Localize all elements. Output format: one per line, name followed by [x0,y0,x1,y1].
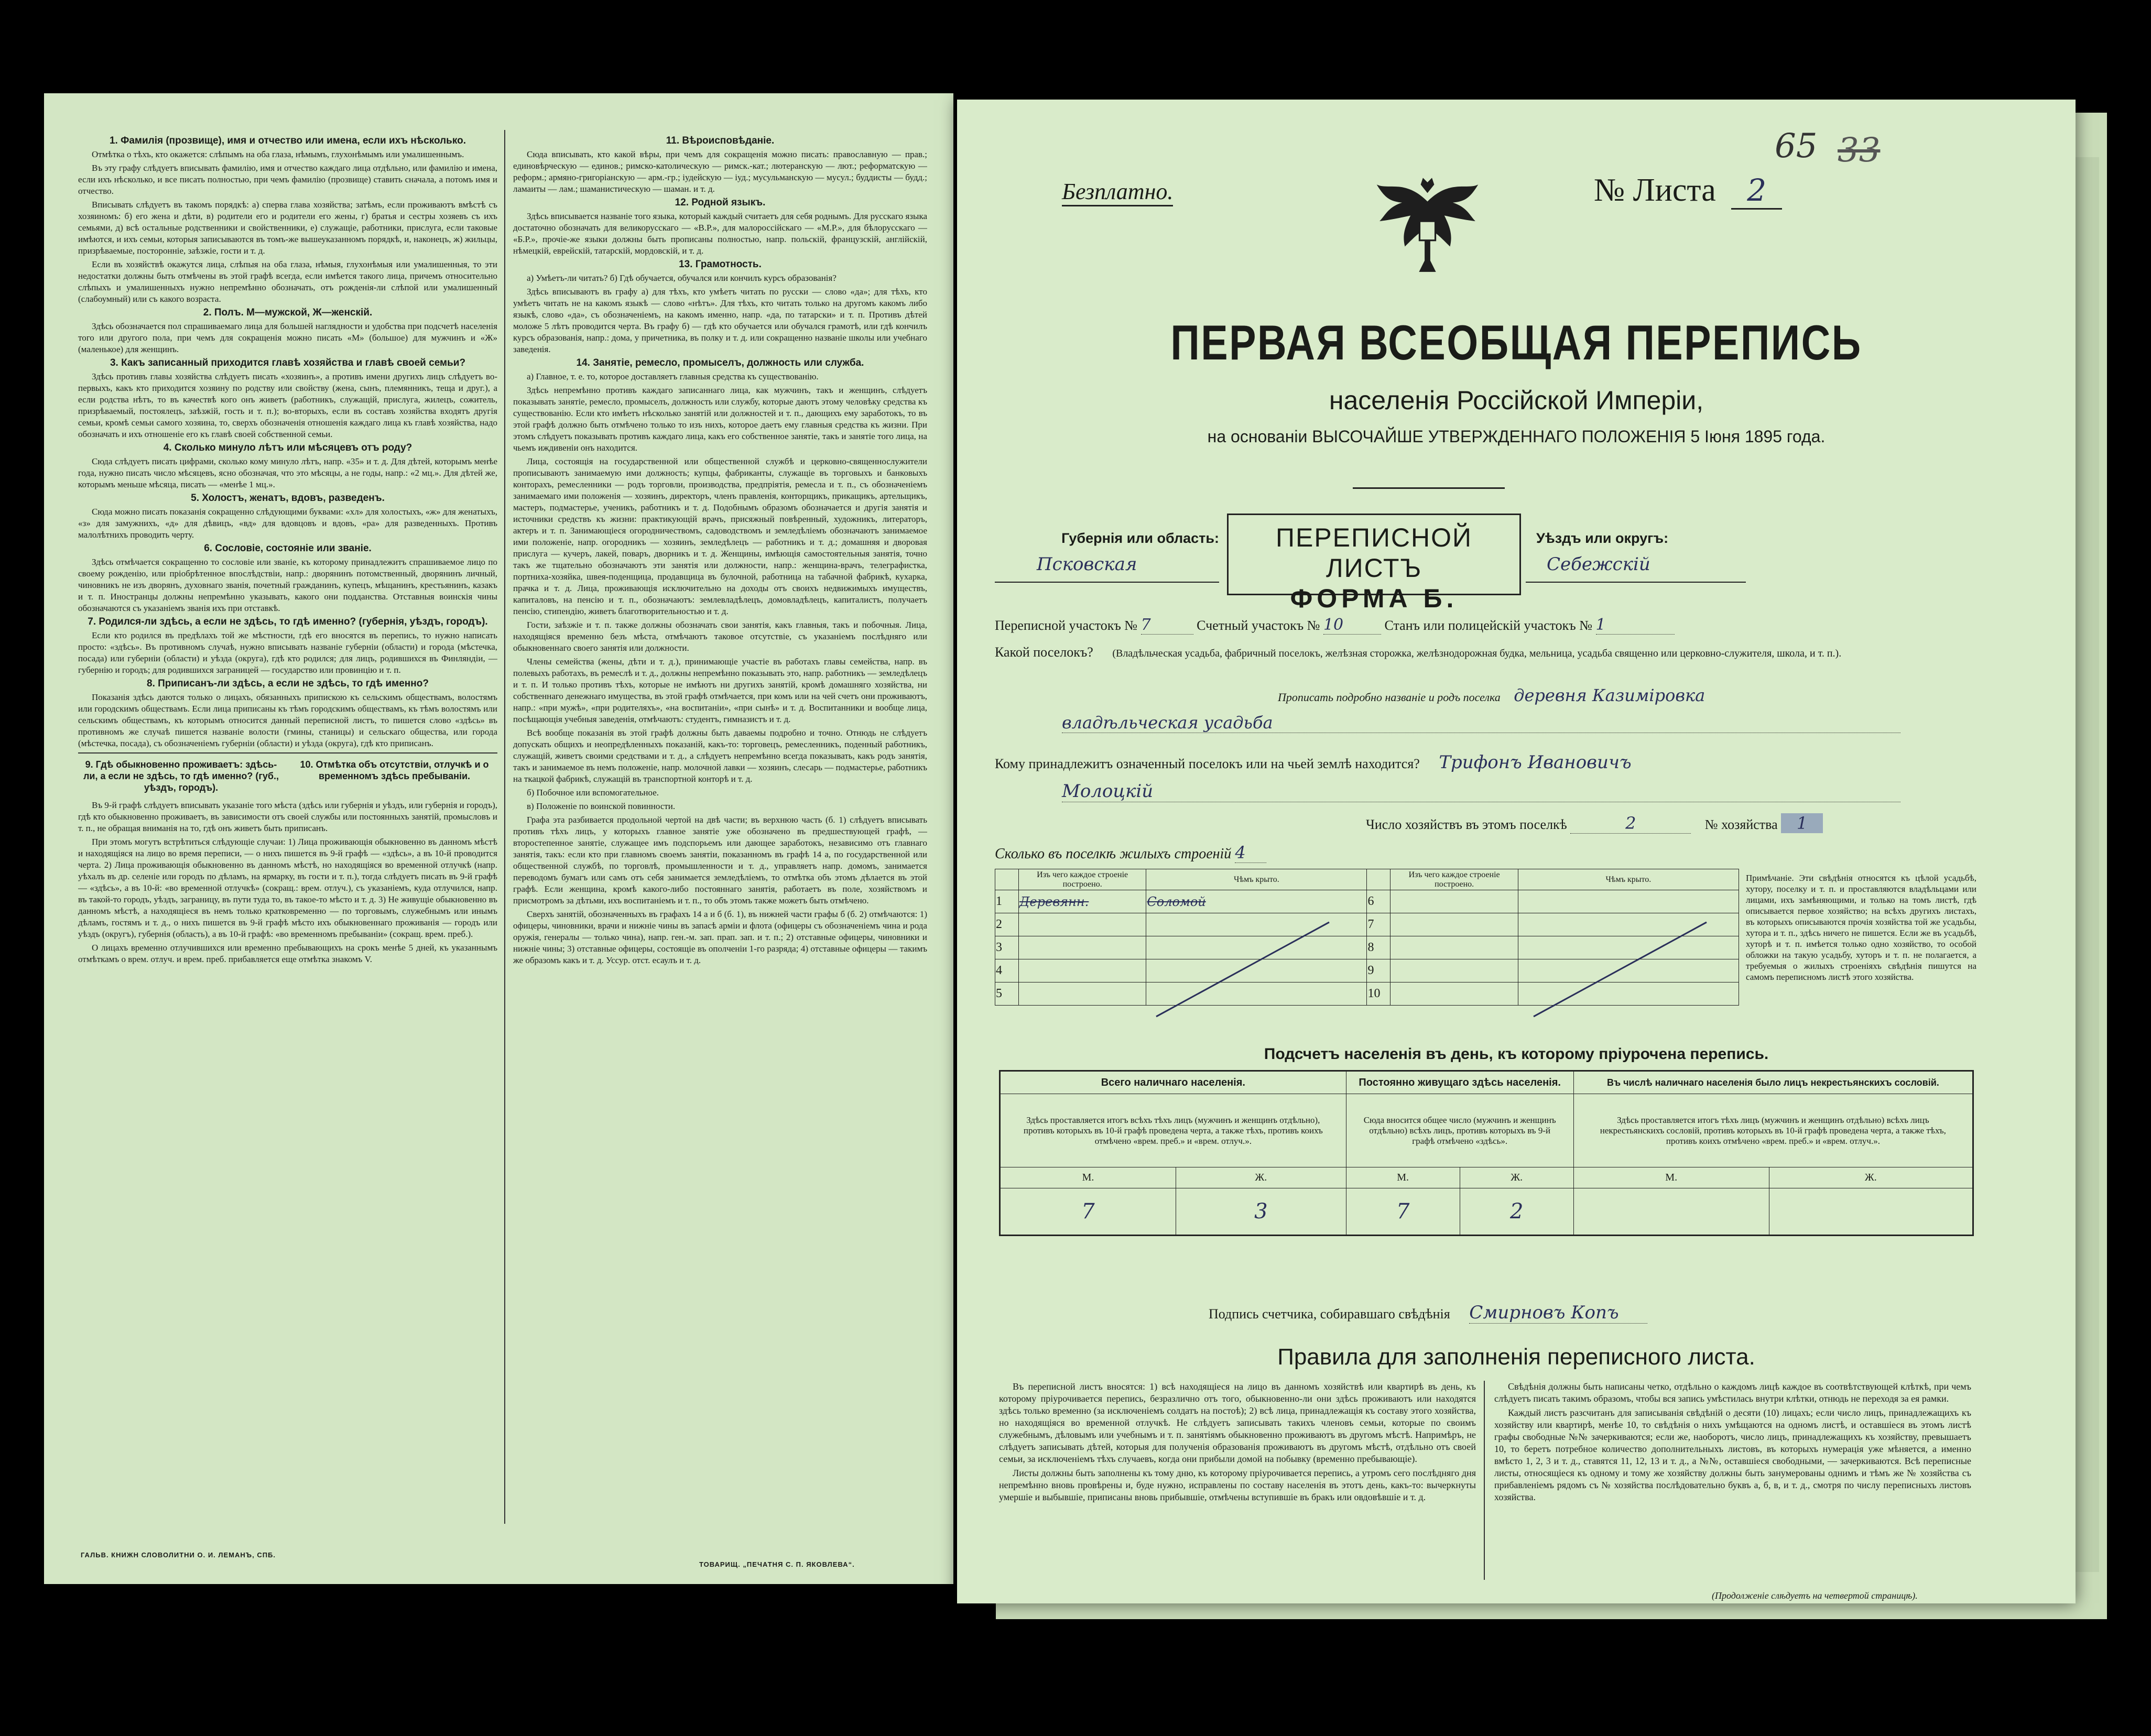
form-title: ПЕРЕПИСНОЙ ЛИСТЪ [1276,523,1472,583]
instruction-paragraph: Показанія здѣсь даются только о лицахъ, обязанныхъ припискою къ сельскимъ обществамъ, волостямъ или городскимъ обществамъ. Если лица приписаны къ тѣмъ городскимъ обществамъ, къ тѣмъ волостямъ или сельскимъ обществамъ, къ которымъ относится данный переписной листъ, то пишется слово «здѣсь» въ противномъ же случаѣ пишется названіе волости (гмины, станицы) и сельскаго общества, или города (мѣстечка, посада), съ обозначеніемъ губерніи (области) и уѣзда (округа), гдѣ кто приписанъ. [78,692,497,748]
left-page [44,93,953,1584]
buildings-row: Сколько въ поселкѣ жилыхъ строеній 4 [995,843,1266,863]
page-subtitle-2: на основаніи ВЫСОЧАЙШЕ УТВЕРЖДЕННАГО ПОЛОЖЕНІЯ 5 Іюня 1895 года. [1207,427,1826,446]
count-value [1769,1188,1973,1236]
instruction-paragraph: Графа эта разбивается продольной чертой на двѣ части; въ верхнюю часть (б. 1) слѣдуетъ вписывать противъ тѣхъ лицъ, у которыхъ главное занятіе уже обозначено въ предшествующей графѣ, — второстепенное занятіе, служащее имъ подспорьемъ или дающее заработокъ, независимо отъ главнаго занятія, такъ: если кто при главномъ своемъ занятіи, показанномъ въ графѣ 14 а, по государственной или общественной службѣ, по торговлѣ, промышленности и т. д., управляетъ напр. домомъ, занимается переводомъ бумагъ или самъ отъ себя занимается земледѣліемъ, то отмѣтка объ этомъ дѣлается въ этой графѣ. Если женщина, кромѣ какого-либо постояннаго занятія, работаетъ въ поле, хозяйствомъ и присмотромъ за дѣтьми, ихъ воспитаніемъ и т. п., то объ этомъ также можетъ быть отмѣчено. [513,815,927,905]
section-heading: 8. Приписанъ-ли здѣсь, а если не здѣсь, то гдѣ именно? [147,678,429,689]
section-heading: 14. Занятіе, ремесло, промыселъ, должность или служба. [576,357,864,368]
row-number: 1 [995,890,1019,913]
total-population-desc: Здѣсь проставляется итогъ всѣхъ тѣхъ лицъ (мужчинъ и женщинъ отдѣльно), противъ которыхъ въ 10-й графѣ проведена черта, а также тѣхъ, противъ коихъ отмѣчено «врем. преб.» и «врем. отлуч.». [1000,1094,1346,1167]
form-title-box [1227,514,1521,613]
free-label: Безплатно. [1062,178,1173,206]
uezd-block [1526,519,1746,583]
total-population-header: Всего наличнаго населенія. [1000,1071,1346,1094]
male-label: М. [1573,1167,1769,1188]
section-heading: 2. Полъ. М—мужской, Ж—женскій. [203,307,373,318]
instruction-paragraph: Сверхъ занятій, обозначенныхъ въ графахъ 14 а и б (б. 1), въ нижней части графы б (б. 2) отмѣчаются: 1) офицеры, чиновники, врачи и нижніе чины въ запасѣ арміи и флота (офицеры съ обозначеніемъ чина и рода оружія, генералы — только чина), напр. ген.-м. зап. прап. зап. и т. п.; 2) отставные офицеры, чиновники и нижніе чины; 3) отставные офицеры, состоящіе въ ополченіи 1-го разряда; 4) отставные офицеры — такимъ же образомъ какъ и т. д. Уссур. отст. есаулъ и т. д. [513,909,927,965]
instruction-paragraph: Если кто родился въ предѣлахъ той же мѣстности, гдѣ его вносятся въ перепись, то нужно написать просто: «здѣсь». Въ противномъ случаѣ, нужно вписывать названіе губерніи (области) и города (мѣстечка, посада) или губерніи (области) и уѣзда (округа), гдѣ кто родился; для лицъ, родившихся въ Финляндіи, — губернію и городъ; для родившихся заграницей — государство или провинцію и т. п. [78,630,497,675]
instruction-paragraph: Всѣ вообще показанія въ этой графѣ должны быть даваемы подробно и точно. Отнюдь не слѣдуетъ допускать общихъ и неопредѣленныхъ показаній, какъ-то: торговецъ, ремесленникъ, поденный работникъ, служащій, живетъ своими средствами и т. д., а слѣдуетъ непремѣнно всегда показывать, какъ родъ занятія, такъ и занимаемое въ немъ положеніе, напр. молочной лавки — хозяинъ, слесарь — подмастерье, работникъ на ткацкой фабрикѣ, служащій въ транспортной конторѣ и т. д. [513,728,927,784]
instruction-paragraph: Здѣсь вписывается названіе того языка, который каждый считаетъ для себя роднымъ. Для русскаго языка достаточно обозначать для великорусскаго — «В.Р.», для малороссійскаго — «М.Р.», для бѣлорусскаго — «Б.Р.», прочіе-же языки должны быть прописаны полностью, напр. польскій, французскій, англійскій, нѣмецкій, еврейскій, татарскій, мордовскій, и т. д. [513,211,927,256]
count-district-value: 10 [1323,616,1381,635]
signature-value: Смирновъ Копъ [1469,1302,1647,1324]
settlement-value: деревня Казиміровка [1514,685,1705,705]
continued-note: (Продолженіе слѣдуетъ на четвертой страницѣ). [1712,1590,1918,1601]
instruction-paragraph: Здѣсь противъ главы хозяйства слѣдуетъ писать «хозяинъ», а противъ имени другихъ лицъ слѣдуетъ во-первыхъ, какъ кто приходится хозяину по родству или свойству (жена, сынъ, племянникъ, теща и друг.), а если родства нѣтъ, то въ качествѣ кого онъ живетъ (работникъ, служащій, прислуга, жилецъ, сожитель, призрѣваемый, постоялецъ, заѣзжій, гость и т. п.); во-вторыхъ, если въ составъ хозяйства входятъ другія семьи, кромѣ семьи самого хозяина, то, сверхъ обозначенія отношенія каждаго лица къ главѣ хозяйства, надо обозначать и ихъ отношеніе его къ главѣ своей собственной семьи. [78,372,497,439]
instruction-paragraph: Гости, заѣзжіе и т. п. также должны обозначать свои занятія, какъ главныя, такъ и побочныя. Лица, находящіяся временно безъ мѣста, отмѣчаютъ таковое отсутствіе, съ указаніемъ послѣдняго или обыкновеннаго своего занятія или должности. [513,620,927,653]
rule-paragraph: Въ переписной листъ вносятся: 1) всѣ находящіеся на лицо въ данномъ хозяйствѣ или квартирѣ въ день, къ которому пріурочивается перепись, безразлично отъ того, обыкновенно-ли они здѣсь проживаютъ или находятся здѣсь только временно (за исключеніемъ солдатъ на постоѣ); 2) всѣ лица, принадлежащія къ составу этого хозяйства, но находящіяся во временной отлучкѣ. Не слѣдуетъ записывать такихъ членовъ семьи, которые по своимъ служебнымъ, дѣловымъ или учебнымъ и т. п. занятіямъ обыкновенно проживаютъ въ другомъ мѣстѣ. Напримѣръ, не слѣдуетъ записывать дѣтей, которыя для полученія образованія проживаютъ въ другомъ мѣстѣ, отдѣльно отъ своей семьи, за исключеніемъ тѣхъ случаевъ, когда они прибыли домой на побывку (временно пребывающіе). [999,1381,1476,1464]
female-label: Ж. [1769,1167,1973,1188]
section-heading: 1. Фамилія (прозвище), имя и отчество или имена, если ихъ нѣсколько. [109,135,466,146]
section-heading: 12. Родной языкъ. [675,197,766,208]
instruction-paragraph: Сюда можно писать показанія сокращенно слѣдующими буквами: «хл» для холостыхъ, «ж» для женатыхъ, «з» для замужнихъ, «д» для дѣвицъ, «вд» для вдовцовъ и вдовъ, «ра» для разведенныхъ. Противъ малолѣтнихъ проводить черту. [78,507,497,540]
buildings-note: Примѣчаніе. Эти свѣдѣнія относятся къ цѣлой усадьбѣ, хутору, поселку и т. п. и проставляются владѣльцами или лицами, ихъ замѣняющими, и только на томъ листѣ, гдѣ описывается первое хозяйство; на всѣхъ другихъ листахъ, въ которыхъ описываются прочія хозяйства той же усадьбы, хутора и т. п., здѣсь ничего не пишется. Если же въ усадьбѣ, хуторѣ и т. п. имѣется только одно хозяйство, то особой обложки на такую усадьбу, хуторъ и т. п. не полагается, а требуемыя о жилыхъ строеніяхъ свѣдѣнія пишутся на самомъ переписномъ листѣ этого хозяйства. [1746,873,1976,982]
buildings-value: 4 [1235,843,1266,863]
population-count-table [999,1070,1974,1236]
row-number: 7 [1367,913,1390,936]
instruction-paragraph: Здѣсь вписываютъ въ графу а) для тѣхъ, кто умѣетъ читать по русски — слово «да»; для тѣхъ, кто умѣетъ читать не на какомъ языкѣ — слово «нѣтъ». Для тѣхъ, кто читать только на другомъ какомъ либо языкѣ, слово «да», съ обозначеніемъ, на какомъ именно, напр. «да, по татарски» и т. п. Противъ дѣтей моложе 5 лѣтъ проводится черта. Въ графу б) — гдѣ кто обучается или обучался грамотѣ, или гдѣ кончилъ курсъ образованія, напр.: дома, у причетника, въ полку и т. д. или сокращенно названіе школы или учебнаго заведенія. [513,287,927,354]
section-heading: 3. Какъ записанный приходится главѣ хозяйства и главѣ своей семьи? [110,357,466,368]
gubernia-label: Губернія или область: [1061,530,1219,546]
uezd-label: Уѣздъ или округъ: [1536,530,1669,546]
owner-row: Кому принадлежитъ означенный поселокъ или на чьей землѣ находится? Трифонъ Ивановичъ [995,752,1632,773]
rules-right-column [1494,1381,1971,1590]
section-heading: 7. Родился-ли здѣсь, а если не здѣсь, то гдѣ именно? (губернія, уѣздъ, городъ). [88,616,488,627]
instructions-column-2 [513,135,927,1540]
archive-number: 65 [1775,127,1818,166]
building-roof-value: Соломой [1146,890,1367,913]
gubernia-value: Псковская [1037,554,1137,575]
uezd-value: Себежскій [1547,554,1650,575]
rules-left-column [999,1381,1476,1590]
row-number: 8 [1367,936,1390,959]
instruction-paragraph: Въ 9-й графѣ слѣдуетъ вписывать указаніе того мѣста (здѣсь или губернія и уѣздъ, или губернія и городъ), гдѣ кто обыкновенно проживаетъ, въ зависимости отъ своей службы или постоянныхъ занятій, промысловъ и т. п., не обращая вниманія на то, гдѣ онъ живетъ быть приписанъ. [78,800,497,833]
right-page [957,100,2076,1603]
instruction-paragraph: Если въ хозяйствѣ окажутся лица, слѣпыя на оба глаза, нѣмыя, глухонѣмыя или умалишенныя, то эти недостатки должны быть отмѣчены въ этой графѣ всегда, если имѣется такого лица, причемъ относительно слѣпыхъ и умалишенныхъ нужно непремѣнно обозначать, отъ рожденія-ли слѣпой или умалишенный (слабоумный) или съ какого возраста. [78,259,497,304]
settlement-prompt: Прописать подробно названіе и родъ поселка [1278,691,1501,704]
rules-divider [1484,1381,1485,1580]
building-material-value: Деревянн. [1018,890,1146,913]
signature-row: Подпись счетчика, собиравшаго свѣдѣнія Смирновъ Копъ [1209,1302,1647,1324]
material-header-2: Изъ чего каждое строеніе построено. [1390,869,1518,890]
row-number: 5 [995,982,1019,1006]
instruction-paragraph: При этомъ могутъ встрѣтиться слѣдующіе случаи: 1) Лица проживающія обыкновенно въ данномъ мѣстѣ и находящіяся на лицо во время переписи, — о нихъ пишется въ 9-й графѣ — «здѣсь», а въ 10-й проводится черта. 2) Лица проживающія обыкновенно въ данномъ мѣстѣ, но находящіяся во временной отлучкѣ (напр. уѣхалъ въ др. селеніе или городъ по дѣламъ, на ярмарку, въ гости и т. п.), тогда слѣдуетъ писать въ 9-й графѣ — «здѣсь», а въ 10-й: «во временной отлучкѣ» (сокращ.: врем. отлуч.), съ указаніемъ, куда отлучился, напр. въ такой-то городъ, уѣздъ, заграницу, въ пути туда то, въ такое-то мѣсто и т. д. 3) Не живущіе обыкновенно въ данномъ мѣстѣ, а находящіеся въ немъ только кратковременно — по торговымъ, служебнымъ или инымъ дѣламъ, гостямъ и т. д., о нихъ пишется въ 9-й графѣ мѣсто ихъ обыкновеннаго проживанія — городъ или уѣздъ (округъ), губернія (область), а въ 10-й графѣ: «во временномъ пребываніи» (сокращ. врем. преб.). [78,837,497,939]
instruction-paragraph: Лица, состоящія на государственной или общественной службѣ и церковно-священнослужители прописываютъ занимаемую ими должность; купцы, фабриканты, служащіе въ торговыхъ и банковыхъ конторахъ, ремесленники — родъ торговли, производства, предпріятія, ремесла и т. п., съ обозначеніемъ занимаемаго ими положенія — хозяинъ, директоръ, членъ правленія, конторщикъ, прикащикъ, артельщикъ, мастеръ, подмастерье, ученикъ, работникъ и т. д. Подобнымъ образомъ обозначается и другія занятія и источники средствъ къ жизни: практикующій врачъ, присяжный повѣренный, художникъ, литераторъ, актеръ и т. п. Занимающіеся огородничествомъ, садоводствомъ и земледѣліемъ обозначаютъ занимаемое ими положеніе, напр. огородникъ — хозяинъ, земледѣлецъ — работникъ и т. д.; домашняя и дворовая прислуга — кучеръ, лакей, поваръ, дворникъ и т. д. Женщины, имѣющія самостоятельныя занятія, точно такъ же тщательно обозначаютъ эти занятія или должности, напр.: женщина-врачъ, телеграфистка, портниха-хозяйка, швея-поденщица, продавщица въ булочной, работница на табачной фабрикѣ, кухарка, прачка и т. д. Лица, проживающія исключительно на доходы отъ своихъ недвижимыхъ имуществъ, капиталовъ, на пенсію и т. п., обозначаютъ: землевладѣлецъ, домовладѣлецъ, капиталистъ, получаетъ пенсію, стипендію, живетъ благотворительностью и т. д. [513,456,927,616]
settlement-type-value: владѣльческая усадьба [1062,713,1900,733]
archive-number-crossed: 33 [1838,131,1881,170]
instruction-paragraph: Здѣсь обозначается пол спрашиваемаго лица для большей наглядности и удобства при подсчетѣ населенія того или другого пола, при чемъ для сокращенія можно писать «М» (большое) для мужчинъ и «Ж» (маленькое) для женщинъ. [78,321,497,354]
owner-surname-value: Молоцкій [1062,781,1900,802]
rule-paragraph: Свѣдѣнія должны быть написаны четко, отдѣльно о каждомъ лицѣ каждое въ соотвѣтствующей клѣткѣ, при чемъ слѣдуетъ писать такимъ образомъ, чтобы вся запись умѣстилась внутри клѣтки, отнюдь не переходя за ея рамки. [1494,1381,1971,1404]
male-label: М. [1000,1167,1176,1188]
row-number: 3 [995,936,1019,959]
non-peasant-header: Въ числѣ наличнаго населенія было лицъ некрестьянскихъ сословій. [1573,1071,1973,1094]
count-value: 3 [1176,1188,1346,1236]
district-row: Переписной участокъ № 7 Счетный участокъ № 10 Станъ или полицейскій участокъ № 1 [995,616,1744,635]
strike-through-lines [1135,917,1722,1022]
male-label: М. [1346,1167,1460,1188]
split-headings [78,752,497,796]
permanent-population-desc: Сюда вносится общее число (мужчинъ и женщинъ отдѣльно) всѣхъ лицъ, противъ которыхъ въ 9-й графѣ отмѣчено «здѣсь». [1346,1094,1573,1167]
section-heading: 5. Холостъ, женатъ, вдовъ, разведенъ. [191,493,385,504]
row-number: 4 [995,959,1019,982]
section-heading: 6. Сословіе, состояніе или званіе. [204,543,372,554]
sheet-number-value: 2 [1731,172,1782,210]
instruction-paragraph: а) Умѣетъ-ли читать? б) Гдѣ обучается, обучался или кончилъ курсъ образованія? [527,273,836,283]
instruction-paragraph: а) Главное, т. е. то, которое доставляетъ главныя средства къ существованію. [527,372,819,381]
household-number-value: 1 [1781,813,1823,833]
page-subtitle: населенія Россійской Имперіи, [1329,386,1704,415]
female-label: Ж. [1176,1167,1346,1188]
permanent-population-header: Постоянно живущаго здѣсь населенія. [1346,1071,1573,1094]
settlement-hint: (Владѣльческая усадьба, фабричный поселокъ, желѣзная сторожка, желѣзнодорожная будка, мельница, усадьба священно или церковно-служителя, школа, и т. п.). [1112,648,1842,659]
roof-header-2: Чѣмъ крыто. [1518,869,1739,890]
row-number: 10 [1367,982,1390,1006]
double-headed-eagle-icon [1366,168,1489,280]
section-heading: 11. Вѣроисповѣданіе. [666,135,775,146]
row-number: 2 [995,913,1019,936]
roof-header: Чѣмъ крыто. [1146,869,1367,890]
rules-title: Правила для заполненія переписного листа. [1277,1344,1755,1370]
count-title: Подсчетъ населенія въ день, къ которому пріурочена перепись. [1264,1045,1769,1063]
section-heading: 4. Сколько минуло лѣтъ или мѣсяцевъ отъ роду? [163,442,412,453]
instruction-paragraph: Члены семейства (жены, дѣти и т. д.), принимающіе участіе въ работахъ главы семейства, напр. въ полевыхъ работахъ, въ ремеслѣ и т. д., должны непремѣнно показывать это, напр. работникъ — земледѣлецъ и т. п. И только противъ тѣхъ, которые не имѣютъ ни другихъ занятій, кромѣ домашняго хозяйства, ни собственнаго денежнаго имущества, въ этой графѣ отмѣчается, при комъ или на чей счетъ они проживаютъ, напр.: «при мужѣ», «при родителяхъ», «на воспитаніи», «при сынѣ» и т. д. Воспитанники и вообще лица, посѣщающія учебныя заведенія, отмѣчаютъ: студентъ, гимназистъ и т. д. [513,657,927,724]
sheet-number: № Листа 2 [1594,172,1782,209]
instruction-paragraph: Въ эту графу слѣдуетъ вписывать фамилію, имя и отчество каждаго лица отдѣльно, или фамилію и имена, если ихъ нѣсколько, и все писать полностью, при чемъ фамилію (прозвище) ставить сначала, а потомъ имя и отчество. [78,163,497,196]
instruction-paragraph: Здѣсь непремѣнно противъ каждаго записаннаго лица, как мужчинъ, такъ и женщинъ, слѣдуетъ показывать занятіе, ремесло, промыселъ, должность или службу, которые даютъ этому человѣку средства къ существованію. Если кто имѣетъ нѣсколько занятій или должностей и т. п., дающихъ ему заработокъ, то въ этой графѣ должно быть отмѣчено только то изъ нихъ, которое даетъ ему главныя средства къ жизни. При этомъ слѣдуетъ показывать противъ каждаго лица, какъ его собственное занятіе, такъ и занятіе того лица, на чьемъ иждивеніи онъ находится. [513,385,927,453]
rule-paragraph: Листы должны быть заполнены къ тому дню, къ которому пріурочивается перепись, а утромъ сего послѣдняго дня непремѣнно вновь провѣрены и, буде нужно, исправлены по составу населенія въ этотъ день, какъ-то: вычеркнуты умершіе и выбывшіе, приписаны вновь прибывшіе, отмѣчены вступившіе въ бракъ или овдовѣвшіе и т. д. [999,1468,1476,1502]
printer-imprint-left: ГАЛЬВ. КНИЖН СЛОВОЛИТНИ О. И. ЛЕМАНЪ, СПБ. [81,1551,276,1559]
section-heading: 9. Гдѣ обыкновенно проживаетъ: здѣсь-ли, а если не здѣсь, то гдѣ именно? (губ., уѣздъ, городъ). [83,759,279,793]
instruction-paragraph: Сюда вписывать, кто какой вѣры, при чемъ для сокращенія можно писать: православную — прав.; единовѣрческую — единов.; римско-католическую — римск.-кат.; лютеранскую — лют.; реформатскую — реформ.; армяно-григоріанскую — арм.-гр.; іудейскую — іуд.; мусульманскую — мусул.; буддисты — будд.; ламаиты — лам.; шаманистическую — шаман. и т. д. [513,149,927,194]
material-header: Изъ чего каждое строеніе построено. [1018,869,1146,890]
count-value: 7 [1346,1188,1460,1236]
police-district-value: 1 [1596,616,1675,635]
instruction-paragraph: б) Побочное или вспомогательное. [527,788,659,798]
instruction-paragraph: в) Положеніе по воинской повинности. [527,801,676,811]
households-value: 2 [1570,813,1691,834]
gubernia-block [995,519,1219,583]
instruction-paragraph: Отмѣтка о тѣхъ, кто окажется: слѣпымъ на оба глаза, нѣмымъ, глухонѣмымъ или умалишеннымъ. [92,149,464,159]
column-divider [504,130,505,1524]
non-peasant-desc: Здѣсь проставляется итогъ тѣхъ лицъ (мужчинъ и женщинъ отдѣльно) всѣхъ лицъ некрестьянскихъ сословій, противъ которыхъ въ 10-й графѣ проведена черта, а также тѣхъ, противъ коихъ отмѣчено «врем. преб.» и «врем. отлуч.». [1573,1094,1973,1167]
owner-value: Трифонъ Ивановичъ [1439,752,1632,773]
title-divider [1353,487,1505,489]
instructions-column-1 [78,135,497,1540]
row-number: 9 [1367,959,1390,982]
form-name: ФОРМА Б. [1290,584,1458,613]
female-label: Ж. [1460,1167,1573,1188]
row-number: 6 [1367,890,1390,913]
instruction-paragraph: Вписывать слѣдуетъ въ такомъ порядкѣ: а) сперва глава хозяйства; затѣмъ, если проживаютъ вмѣстѣ съ хозяиномъ: б) его жена и дѣти, в) родители его и родители его жены, г) братья и сестры хозяевъ съ ихъ семьями, д) всѣ остальные родственники и свойственники, е) служащіе, работники, прислуга, если таковые имѣются, и ихъ семьи, которыя записываются въ томъ-же вышеуказанномъ порядкѣ, и, наконецъ, ж) жильцы, призрѣваемые, посторонніе, заѣзжіе, гости и т. д. [78,200,497,256]
count-value [1573,1188,1769,1236]
count-value: 7 [1000,1188,1176,1236]
count-value: 2 [1460,1188,1573,1236]
settlement-row: Какой поселокъ? (Владѣльческая усадьба, фабричный поселокъ, желѣзная сторожка, желѣзнодорожная будка, мельница, усадьба священно или церковно-служителя, школа, и т. п.). [995,645,1842,660]
rule-paragraph: Каждый листъ разсчитанъ для записыванія свѣдѣній о десяти (10) лицахъ; если число лицъ, принадлежащихъ къ хозяйству или квартирѣ, менѣе 10, то свѣдѣнія о нихъ умѣщаются на одномъ листѣ, и оставшіеся въ этомъ листѣ графы свободные №№ зачеркиваются; если же, наоборотъ, число лицъ, принадлежащихъ къ хозяйству, превышаетъ 10, то беретъ потребное количество дополнительныхъ листовъ, въ которыхъ нумерація уже мѣняется, а именно вмѣсто 1, 2, 3 и т. д., ставятся 11, 12, 13 и т. д., а №№, оставшіеся свободными, — зачеркиваются. Всѣ переписные листы, относящіеся къ одному и тому же хозяйству должны быть занумерованы однимъ и тѣмъ же № хозяйства съ прибавленіемъ рядомъ съ № хозяйства послѣдовательно буквъ а, б, в, и т. д., смотря по числу переписныхъ листовъ хозяйства. [1494,1407,1971,1502]
instruction-paragraph: Сюда слѣдуетъ писать цифрами, сколько кому минуло лѣтъ, напр. «35» и т. д. Для дѣтей, которымъ менѣе года, нужно писать число мѣсяцевъ, ясно обозначая, что это мѣсяцы, а не годы, напр.: «2 мц.». Для дѣтей же, которымъ меньше мѣсяца, писать — «менѣе 1 мц.». [78,456,497,489]
section-heading: 10. Отмѣтка объ отсутствіи, отлучкѣ и о временномъ здѣсь пребываніи. [300,759,489,781]
settlement-name-row [995,685,1975,705]
section-heading: 13. Грамотность. [679,259,762,270]
page-title: ПЕРВАЯ ВСЕОБЩАЯ ПЕРЕПИСЬ [1170,315,1862,370]
households-row: Число хозяйствъ въ этомъ поселкѣ 2 № хозяйства 1 [1366,813,1974,834]
census-district-value: 7 [1141,616,1193,635]
instruction-paragraph: Здѣсь отмѣчается сокращенно то сословіе или званіе, къ которому принадлежитъ спрашиваемое лицо по своему рожденію, или пріобрѣтенное впослѣдствіи, напр.: дворянинъ потомственный, дворянинъ личный, чиновникъ не изъ дворянъ, духовнаго званія, почетный гражданинъ, купецъ, мѣщанинъ, крестьянинъ, казакъ и т. п. Иностранцы должны непремѣнно указывать, какого они подданства. Отставныя воинскія чины обозначаются съ указаніемъ званія ихъ при отставкѣ. [78,557,497,613]
instruction-paragraph: О лицахъ временно отлучившихся или временно пребывающихъ на срокъ менѣе 5 дней, къ указаннымъ отмѣткамъ о врем. отлуч. и врем. преб. прибавляется еще отмѣтка знакомъ V. [78,943,497,964]
printer-imprint-right: ТОВАРИЩ. „ПЕЧАТНЯ С. П. ЯКОВЛЕВА“. [699,1560,855,1568]
